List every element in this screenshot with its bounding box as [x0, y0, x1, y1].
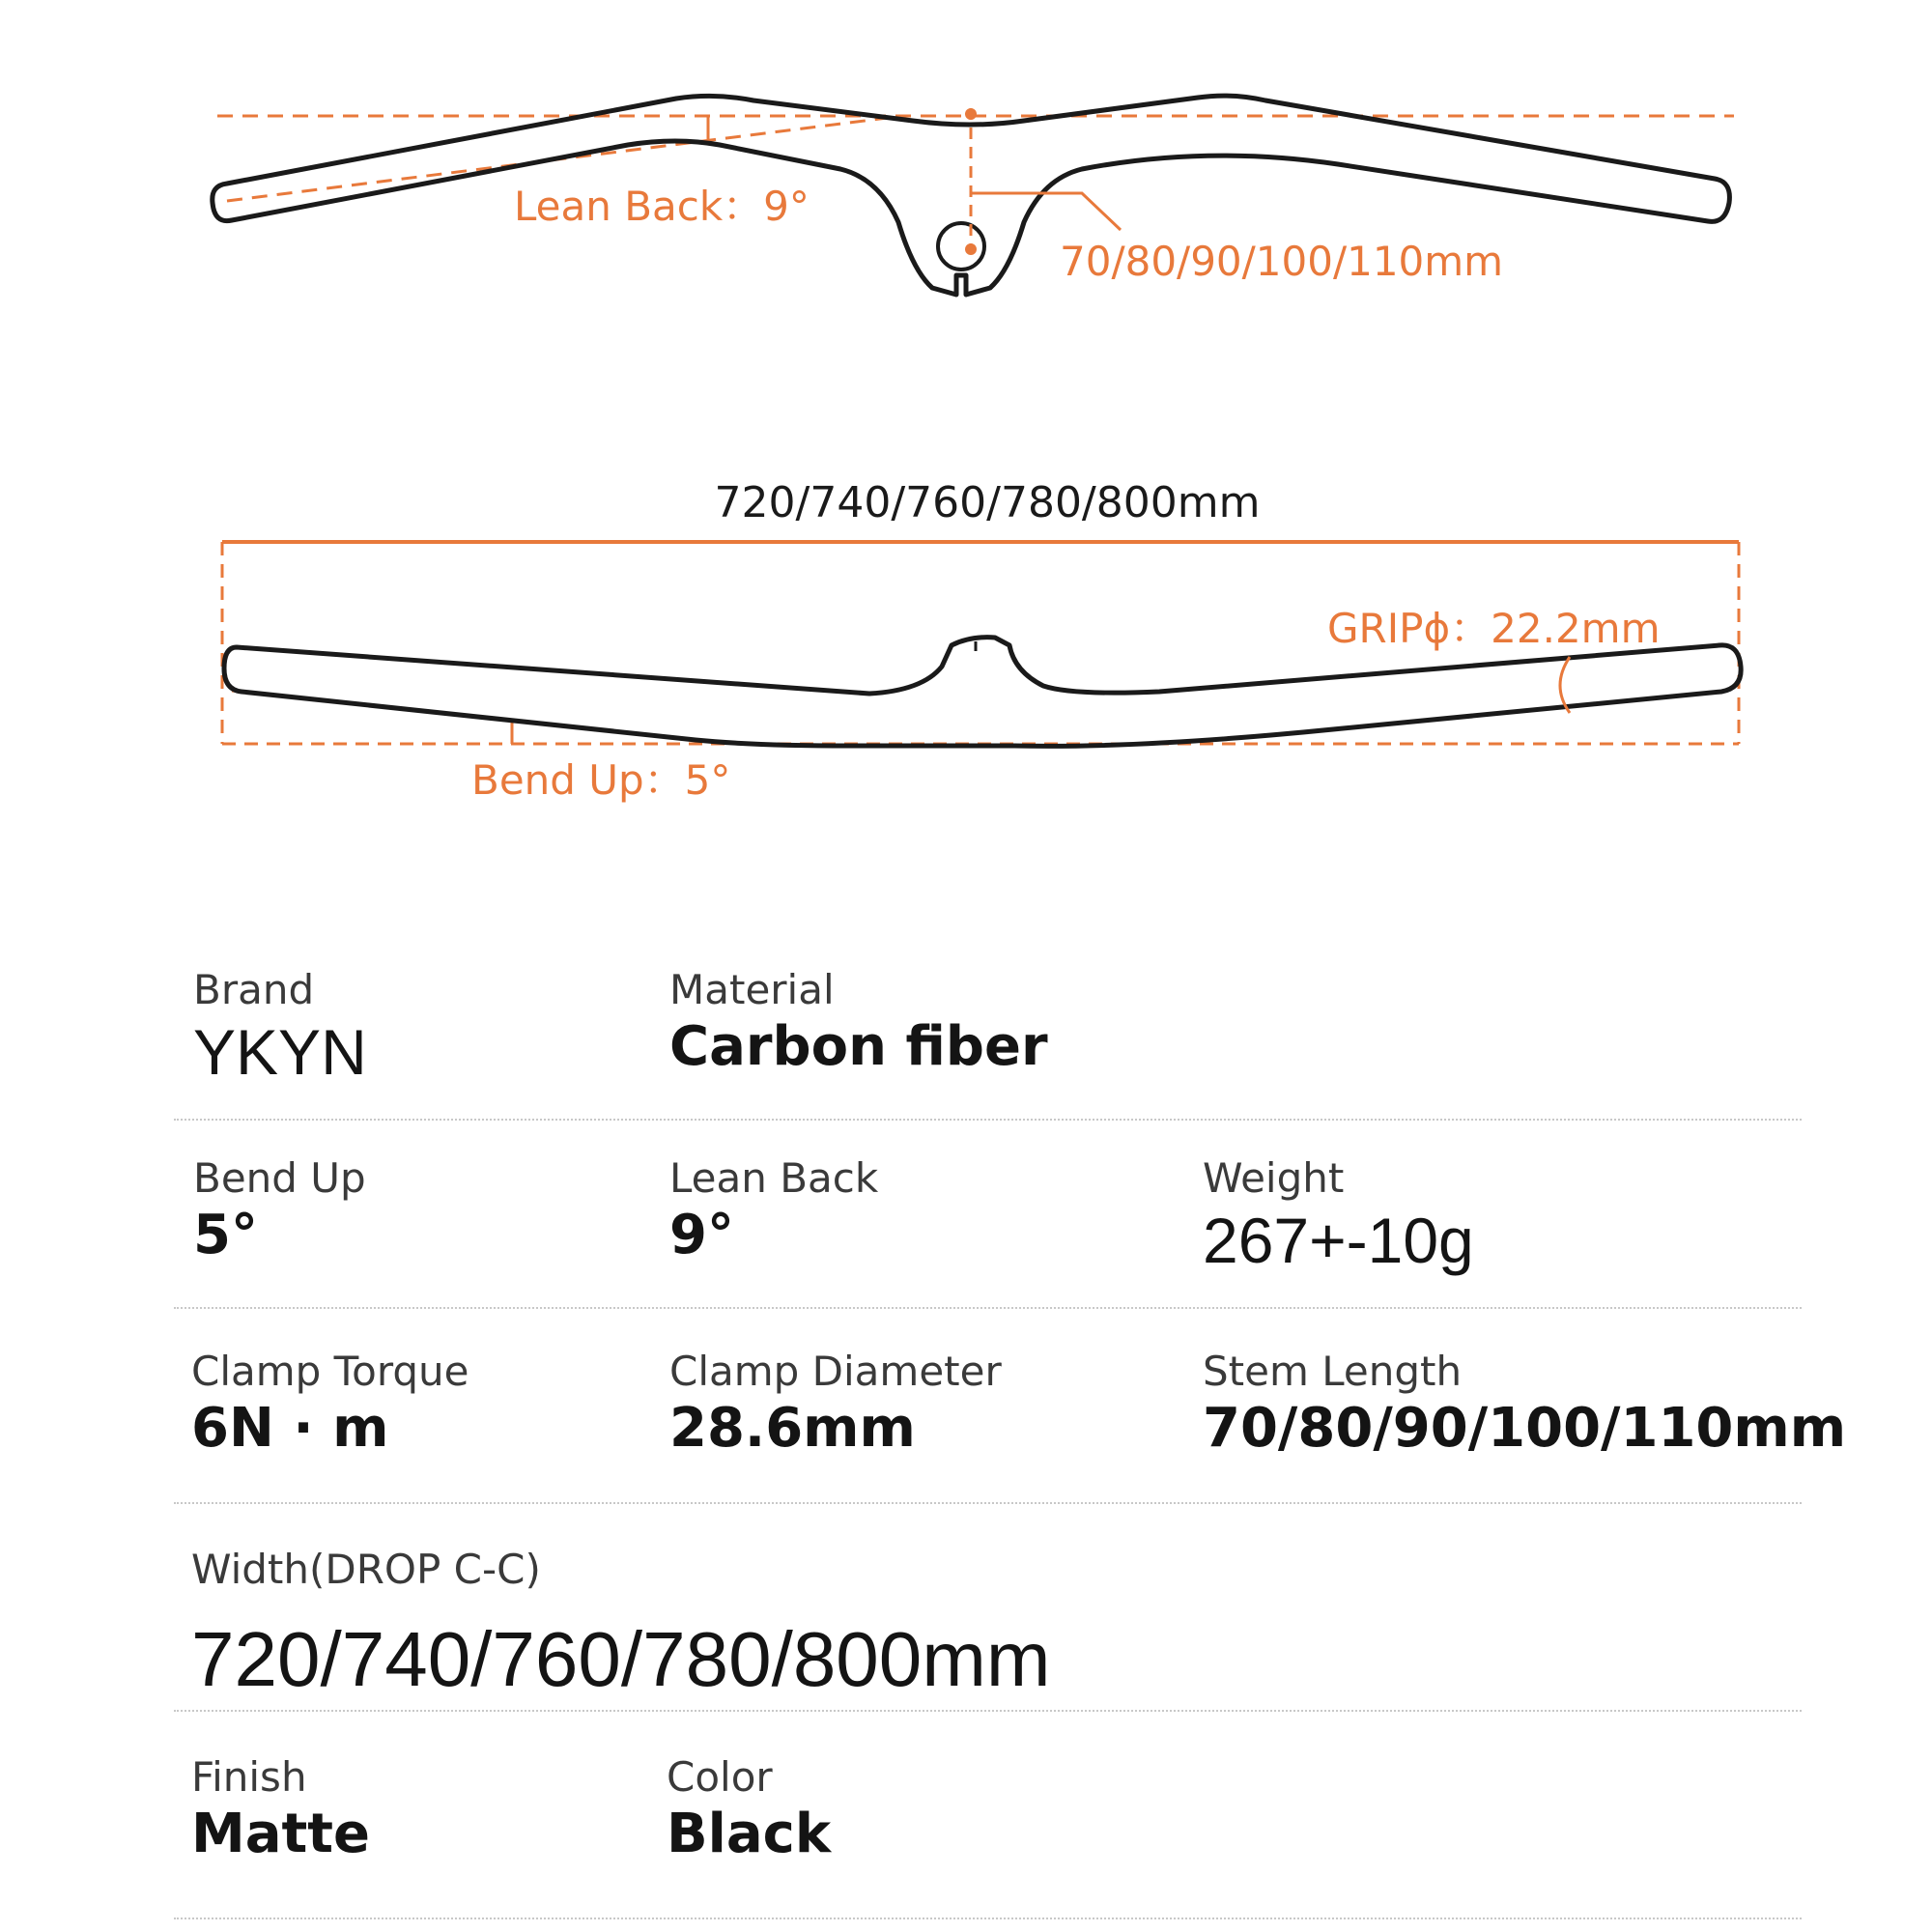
- front-handlebar-outline: [224, 638, 1741, 747]
- handlebar-diagrams: [0, 0, 1932, 869]
- spec-clamp-diameter: [669, 1348, 1002, 1462]
- stem-clamp-circle: [938, 223, 984, 270]
- spec-value: Carbon fiber: [669, 1015, 1048, 1079]
- center-top-dot: [965, 108, 977, 120]
- spec-label: Clamp Diameter: [669, 1348, 1002, 1395]
- spec-finish: [191, 1753, 370, 1867]
- spec-label: Brand: [193, 966, 315, 1013]
- spec-label: Stem Length: [1203, 1348, 1463, 1395]
- spec-weight: [1203, 1154, 1474, 1280]
- spec-row-2: [174, 1154, 1802, 1309]
- spec-stem-length: [1203, 1348, 1846, 1462]
- spec-value: YKYN: [193, 1016, 367, 1089]
- spec-value: 267+-10g: [1203, 1205, 1474, 1277]
- spec-row-3: [174, 1348, 1847, 1504]
- spec-bend-up: [193, 1154, 366, 1268]
- spec-brand: [193, 966, 367, 1092]
- spec-material: [669, 966, 1048, 1080]
- spec-value: Black: [667, 1803, 832, 1866]
- spec-value: 5°: [193, 1204, 258, 1267]
- spec-label: Lean Back: [669, 1154, 879, 1202]
- handlebar-diagram-svg: [0, 0, 1932, 869]
- grip-annotation: GRIPϕ：22.2mm: [1327, 605, 1661, 652]
- spec-label: Material: [669, 966, 835, 1013]
- stem-length-annotation: 70/80/90/100/110mm: [1060, 238, 1504, 285]
- spec-width: [191, 1546, 1051, 1706]
- bend-up-annotation: Bend Up：5°: [471, 756, 731, 804]
- spec-label: Weight: [1203, 1154, 1345, 1202]
- spec-label: Color: [667, 1753, 773, 1801]
- spec-label: Clamp Torque: [191, 1348, 469, 1395]
- spec-value: 28.6mm: [669, 1397, 916, 1461]
- spec-lean-back: [669, 1154, 878, 1268]
- spec-value: 6N · m: [191, 1397, 389, 1461]
- spec-value: 720/740/760/780/800mm: [191, 1616, 1051, 1703]
- spec-row-4: [174, 1546, 1802, 1712]
- spec-label: Bend Up: [193, 1154, 366, 1202]
- lean-back-annotation: Lean Back：9°: [514, 183, 810, 230]
- stem-length-leader: [971, 193, 1121, 230]
- spec-label: Width(DROP C-C): [191, 1546, 541, 1593]
- spec-row-1: [174, 966, 1802, 1121]
- top-view-diagram: [213, 96, 1734, 295]
- spec-color: [667, 1753, 831, 1867]
- front-view-diagram: [222, 478, 1741, 804]
- spec-label: Finish: [191, 1753, 307, 1801]
- spec-clamp-torque: [191, 1348, 469, 1462]
- spec-value: Matte: [191, 1803, 371, 1866]
- width-annotation: 720/740/760/780/800mm: [714, 478, 1261, 527]
- spec-row-5: [174, 1753, 1802, 1919]
- spec-value: 70/80/90/100/110mm: [1203, 1397, 1847, 1461]
- spec-value: 9°: [669, 1204, 734, 1267]
